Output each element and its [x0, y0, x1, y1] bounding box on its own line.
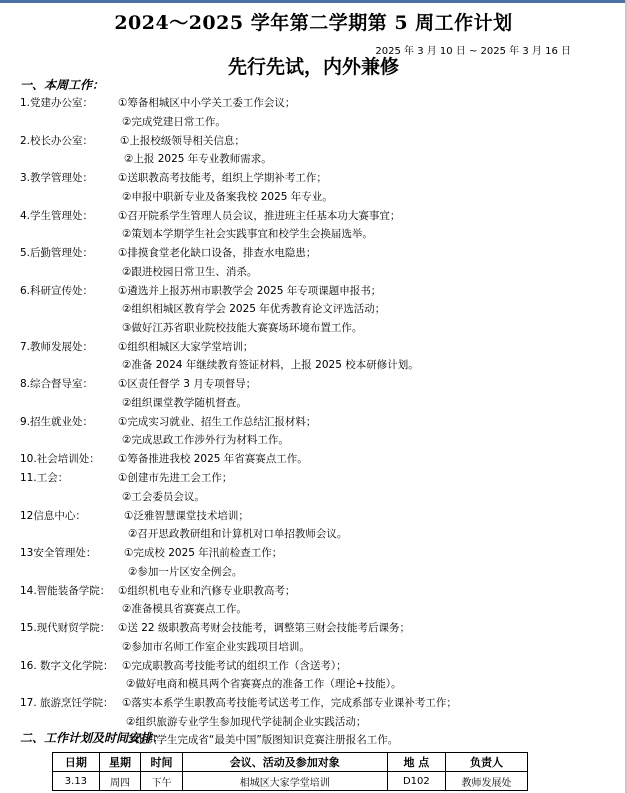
list-item: [0, 263, 627, 281]
date-range: 2025 年 3 月 10 日 ~ 2025 年 3 月 16 日: [375, 46, 571, 57]
department-name: 10.社会培训处：: [20, 453, 100, 466]
department-name: 11.工会：: [20, 472, 69, 484]
task-text: ①完成职教高考技能考试的组织工作（含送考）；: [122, 659, 347, 672]
task-text: ①上报校级领导相关信息；: [120, 134, 245, 147]
list-item: [0, 638, 627, 656]
list-item: [0, 413, 627, 431]
doc-title: 2024～2025 学年第二学期第 5 周工作计划: [114, 12, 513, 34]
task-text: ①泛雅智慧课堂技术培训；: [124, 509, 249, 522]
list-item: [0, 600, 627, 618]
task-text: ①创建市先进工会工作；: [118, 472, 233, 484]
task-text: ①完成实习就业、招生工作总结汇报材料；: [118, 415, 317, 428]
header-owner: 负责人: [445, 753, 527, 772]
department-name: 5.后勤管理处：: [20, 247, 94, 259]
department-name: 15.现代财贸学院：: [20, 622, 111, 634]
task-text: ②工会委员会议。: [122, 490, 205, 503]
list-item: [0, 169, 627, 187]
cell-weekday: 周四: [99, 772, 140, 791]
list-item: [0, 563, 627, 581]
task-text: ②上报 2025 年专业教师需求。: [124, 153, 272, 166]
list-item: [0, 300, 627, 318]
task-text: ②跟进校园日常卫生、消杀。: [122, 265, 258, 278]
list-item: [0, 582, 627, 600]
list-item: [0, 113, 627, 131]
header-weekday: 星期: [99, 753, 140, 772]
section-heading-weekly-work: 一、本周工作：: [20, 78, 105, 92]
list-item: [0, 544, 627, 562]
list-item: [0, 488, 627, 506]
list-item: [0, 319, 627, 337]
list-item: [0, 282, 627, 300]
list-item: [0, 450, 627, 468]
schedule-table: [52, 752, 528, 791]
task-text: ①完成校 2025 年汛前检查工作；: [124, 547, 283, 559]
task-text: ①召开院系学生管理人员会议，推进班主任基本功大赛事宜；: [118, 209, 401, 222]
subtitle: 先行先试，内外兼修: [227, 56, 399, 78]
department-name: 4.学生管理处：: [20, 209, 94, 222]
task-text: ②策划本学期学生社会实践事宜和校学生会换届选举。: [122, 228, 373, 241]
task-text: ②准备模具省赛赛点工作。: [122, 603, 247, 616]
list-item: [0, 619, 627, 637]
task-text: ②申报中职新专业及备案我校 2025 年专业。: [122, 190, 333, 203]
list-item: [0, 188, 627, 206]
task-text: ①送 22 级职教高考财会技能考，调整第三财会技能考后课务；: [118, 622, 410, 634]
department-name: 12信息中心：: [20, 509, 86, 522]
list-item: [0, 150, 627, 168]
cell-location: D102: [387, 772, 445, 791]
department-name: 8.综合督导室：: [20, 378, 94, 391]
list-item: [0, 469, 627, 487]
task-text: ②召开思政教研组和计算机对口单招教师会议。: [128, 528, 348, 541]
header-location: 地 点: [387, 753, 445, 772]
department-name: 13安全管理处：: [20, 547, 97, 559]
task-text: ②参加一片区安全例会。: [128, 565, 243, 578]
list-item: [0, 394, 627, 412]
task-text: ①排摸食堂老化缺口设备，排查水电隐患；: [118, 247, 317, 259]
task-text: ①筹备推进我校 2025 年省赛赛点工作。: [118, 453, 308, 466]
list-item: [0, 225, 627, 243]
header-activity: 会议、活动及参加对象: [182, 753, 387, 772]
department-name: 3.教学管理处：: [20, 172, 94, 184]
task-text: ③组织学生完成省“最美中国”版图知识竞赛注册报名工作。: [126, 734, 399, 747]
cell-activity: 相城区大家学堂培训: [182, 772, 387, 791]
task-text: ①落实本系学生职教高考技能考试送考工作，完成系部专业课补考工作；: [122, 697, 457, 709]
task-text: ②组织课堂教学随机督查。: [122, 396, 247, 409]
task-text: ①送职教高考技能考，组织上学期补考工作；: [118, 172, 327, 184]
task-text: ①筹备相城区中小学关工委工作会议；: [118, 97, 296, 109]
task-text: ②准备 2024 年继续教育签证材料，上报 2025 校本研修计划。: [122, 359, 419, 372]
task-text: ②完成党建日常工作。: [122, 115, 226, 128]
department-name: 7.教师发展处：: [20, 340, 94, 353]
task-text: ②参加市名师工作室企业实践项目培训。: [122, 640, 310, 653]
list-item: [0, 207, 627, 225]
list-item: [0, 525, 627, 543]
list-item: [0, 431, 627, 449]
task-text: ②组织相城区教育学会 2025 年优秀教育论文评选活动；: [122, 303, 386, 316]
department-name: 17. 旅游烹饪学院：: [20, 697, 114, 709]
list-item: [0, 507, 627, 525]
department-name: 2.校长办公室：: [20, 134, 94, 147]
task-text: ③做好江苏省职业院校技能大赛赛场环境布置工作。: [122, 321, 363, 334]
task-text: ①遴选并上报苏州市职教学会 2025 年专项课题申报书；: [118, 284, 382, 297]
header-date: 日期: [53, 753, 100, 772]
cell-time: 下午: [141, 772, 182, 791]
task-text: ①组织相城区大家学堂培训；: [118, 340, 254, 353]
department-name: 14.智能装备学院：: [20, 584, 111, 597]
list-item: [0, 94, 627, 112]
list-item: [0, 713, 627, 731]
task-text: ②做好电商和模具两个省赛赛点的准备工作（理论+技能）。: [126, 678, 402, 691]
department-name: 6.科研宣传处：: [20, 284, 94, 297]
schedule-header-row: [53, 753, 528, 772]
list-item: [0, 657, 627, 675]
task-text: ②组织旅游专业学生参加现代学徒制企业实践活动；: [126, 715, 367, 728]
header-time: 时间: [141, 753, 182, 772]
cell-date: 3.13: [53, 772, 100, 791]
section-heading-schedule: 二、工作计划及时间安排：: [20, 731, 165, 745]
task-text: ①组织机电专业和汽修专业职教高考；: [118, 584, 296, 597]
list-item: [0, 132, 627, 150]
task-text: ②完成思政工作涉外行为材料工作。: [122, 434, 289, 447]
list-item: [0, 356, 627, 374]
cell-owner: 教师发展处: [445, 772, 527, 791]
top-border: [0, 0, 627, 3]
list-item: [0, 375, 627, 393]
list-item: [0, 244, 627, 262]
department-name: 16. 数字文化学院：: [20, 659, 114, 672]
list-item: [0, 675, 627, 693]
list-item: [0, 338, 627, 356]
list-item: [0, 694, 627, 712]
task-text: ①区责任督学 3 月专项督导；: [118, 378, 257, 391]
table-row: [53, 772, 528, 791]
department-name: 1.党建办公室：: [20, 97, 94, 109]
department-name: 9.招生就业处：: [20, 415, 94, 428]
